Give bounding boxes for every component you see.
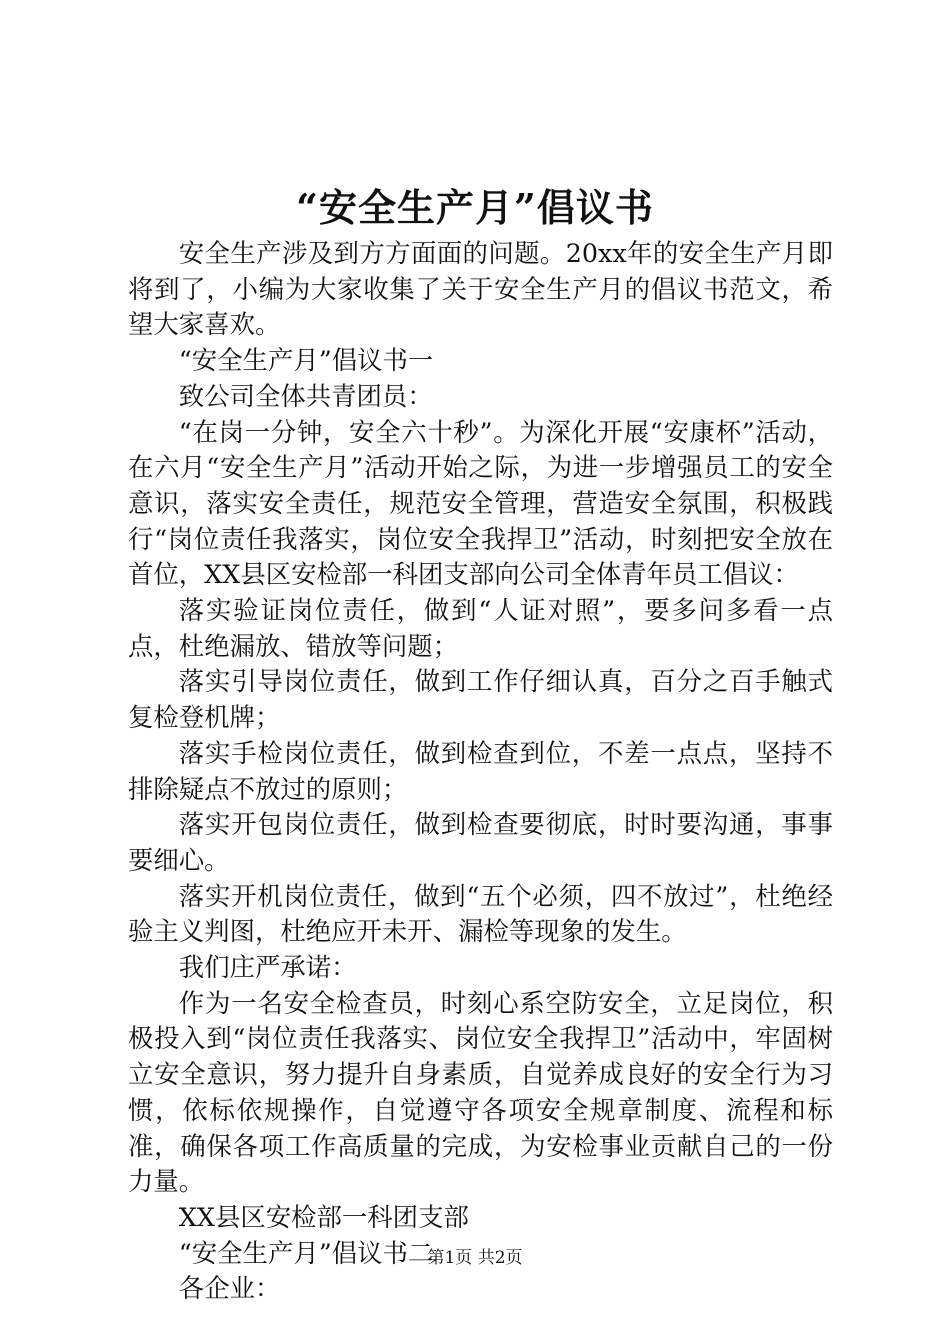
document-body [128, 236, 833, 1307]
section-heading: “安全生产月”倡议书二 [178, 1237, 434, 1268]
section-heading: “安全生产月”倡议书一 [178, 345, 434, 376]
paragraph: 落实验证岗位责任，做到“人证对照”，要多问多看一点点，杜绝漏放、错放等问题； [128, 595, 833, 661]
document-title: “安全生产月”倡议书 [296, 185, 654, 230]
paragraph: 落实手检岗位责任，做到检查到位，不差一点点，坚持不排除疑点不放过的原则； [128, 737, 833, 804]
paragraph: 安全生产涉及到方方面面的问题。20xx年的安全生产月即将到了，小编为大家收集了关于安全生产月的倡议书范文，希望大家喜欢。 [128, 238, 833, 340]
paragraph: 落实开包岗位责任，做到检查要彻底，时时要沟通，事事要细心。 [128, 809, 833, 875]
paragraph: “在岗一分钟，安全六十秒”。为深化开展“安康杯”活动，在六月“安全生产月”活动开始之际，为进一步增强员工的安全意识，落实安全责任，规范安全管理，营造安全氛围，积极践行“岗位责任我落实，岗位安全我捍卫”活动，时刻把安全放在首位，XX县区安检部一科团支部向公司全体青年员工倡议： [128, 416, 833, 590]
salutation: 各企业： [178, 1273, 281, 1304]
paragraph: 落实引导岗位责任，做到工作仔细认真，百分之百手触式复检登机牌； [128, 666, 833, 733]
page-number: 第1页 共2页 [427, 1248, 523, 1268]
paragraph: 作为一名安全检查员，时刻心系空防安全，立足岗位，积极投入到“岗位责任我落实、岗位安全我捍卫”活动中，牢固树立安全意识，努力提升自身素质，自觉养成良好的安全行为习惯，依标依规操作，自觉遵守各项安全规章制度、流程和标准，确保各项工作高质量的完成，为安检事业贡献自己的一份力量。 [128, 987, 833, 1197]
salutation: 致公司全体共青团员： [178, 380, 433, 411]
paragraph: 落实开机岗位责任，做到“五个必须，四不放过”，杜绝经验主义判图，杜绝应开未开、漏检等现象的发生。 [128, 880, 833, 947]
signature: XX县区安检部一科团支部 [178, 1201, 469, 1232]
paragraph: 我们庄严承诺： [178, 952, 357, 983]
